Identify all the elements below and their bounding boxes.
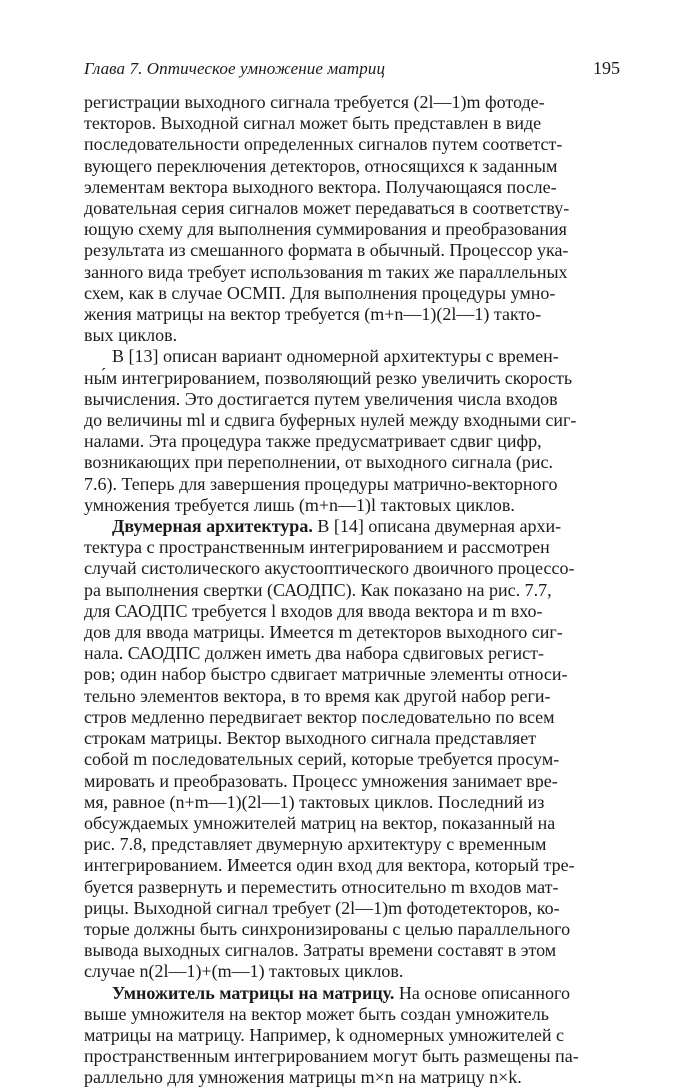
text-line: пространственным интегрированием могут быть размещены па- <box>84 1046 579 1067</box>
text-line: рицы. Выходной сигнал требует (2l—1)m фотодетекторов, ко- <box>84 897 560 918</box>
text-line: умножения требуется лишь (m+n—1)l тактовых циклов. <box>84 494 515 515</box>
text-line: стров медленно передвигает вектор последовательно по всем <box>84 706 555 727</box>
running-head: Глава 7. Оптическое умножение матриц <box>84 59 386 78</box>
section-heading: Двумерная архитектура. <box>112 516 313 537</box>
page-number: 195 <box>593 58 620 78</box>
text-line: вующего переключения детекторов, относящихся к заданным <box>84 155 558 176</box>
text-line: раллельно для умножения матрицы m×n на матрицу n×k. <box>84 1067 522 1088</box>
text-line: занного вида требует использования m таких же параллельных <box>84 261 568 282</box>
text-line: случае n(2l—1)+(m—1) тактовых циклов. <box>84 961 404 982</box>
text-line: элементам вектора выходного вектора. Получающаяся после- <box>84 176 557 197</box>
text-line: жения матрицы на вектор требуется (m+n—1)(2l—1) такто- <box>84 304 542 325</box>
text-line: тектура с пространственным интегрированием и рассмотрен <box>84 537 550 558</box>
section-heading: Умножитель матрицы на матрицу. <box>112 982 395 1003</box>
text-line: ров; один набор быстро сдвигает матричные элементы относи- <box>84 664 568 685</box>
text-line: довательная серия сигналов может передаваться в соответству- <box>84 198 570 219</box>
text-line: до величины ml и сдвига буферных нулей между входными сиг- <box>84 410 577 431</box>
text-line: результата из смешанного формата в обычный. Процессор ука- <box>84 240 569 261</box>
text-line: выше умножителя на вектор может быть создан умножитель <box>84 1003 549 1024</box>
text-line: текторов. Выходной сигнал может быть представлен в виде <box>84 113 542 134</box>
text-line: ющую схему для выполнения суммирования и преобразования <box>84 219 567 240</box>
text-fragment: На основе описанного <box>394 982 570 1003</box>
paragraph <box>84 346 620 516</box>
text-line: интегрированием. Имеется один вход для вектора, который тре- <box>84 855 575 876</box>
text-line: вычисления. Это достигается путем увеличения числа входов <box>84 388 558 409</box>
text-line: обсуждаемых умножителей матриц на вектор, показанный на <box>84 812 556 833</box>
text-fragment: В [14] описана двумерная архи- <box>312 516 562 537</box>
text-line: буется развернуть и переместить относительно m входов мат- <box>84 876 559 897</box>
text-line: ра выполнения свертки (САОДПС). Как показано на рис. 7.7, <box>84 579 552 600</box>
text-line: мировать и преобразовать. Процесс умножения занимает вре- <box>84 770 558 791</box>
text-line: тельно элементов вектора, в то время как другой набор реги- <box>84 685 551 706</box>
text-line: вывода выходных сигналов. Затраты времени составят в этом <box>84 940 557 961</box>
paragraph <box>84 516 620 982</box>
text-line: мя, равное (n+m—1)(2l—1) тактовых циклов. Последний из <box>84 791 545 812</box>
text-line: матрицы на матрицу. Например, k одномерных умножителей с <box>84 1024 564 1045</box>
text-line: вых циклов. <box>84 325 178 346</box>
text-line: случай систолического акустооптического двоичного процессо- <box>84 558 575 579</box>
paragraph <box>84 92 620 346</box>
text-line: регистрации выходного сигнала требуется (2l—1)m фотоде- <box>84 92 545 112</box>
text-line: ны́м интегрированием, позволяющий резко увеличить скорость <box>84 367 573 388</box>
text-line: дов для ввода матрицы. Имеется m детекторов выходного сиг- <box>84 622 563 643</box>
text-line: нала. САОДПС должен иметь два набора сдвиговых регист- <box>84 643 545 664</box>
text-line: налами. Эта процедура также предусматривает сдвиг цифр, <box>84 431 542 452</box>
text-line: строкам матрицы. Вектор выходного сигнала представляет <box>84 728 537 749</box>
text-line: 7.6). Теперь для завершения процедуры матрично-векторного <box>84 473 558 494</box>
page-header <box>84 58 620 79</box>
text-line: собой m последовательных серий, которые требуется просум- <box>84 749 560 770</box>
text-line: схем, как в случае ОСМП. Для выполнения процедуры умно- <box>84 282 556 303</box>
paragraph <box>84 983 620 1089</box>
text-line: торые должны быть синхронизированы с целью параллельного <box>84 918 571 939</box>
text-line <box>84 983 620 1004</box>
text-line: последовательности определенных сигналов путем соответст- <box>84 134 563 155</box>
text-line: возникающих при переполнении, от выходного сигнала (рис. <box>84 452 554 473</box>
text-line: для САОДПС требуется l входов для ввода вектора и m вхо- <box>84 600 543 621</box>
text-line <box>84 516 620 537</box>
body-text <box>84 92 620 1089</box>
text-line: В [13] описан вариант одномерной архитектуры с времен- <box>112 346 559 367</box>
text-line: рис. 7.8, представляет двумерную архитектуру с временным <box>84 834 547 855</box>
